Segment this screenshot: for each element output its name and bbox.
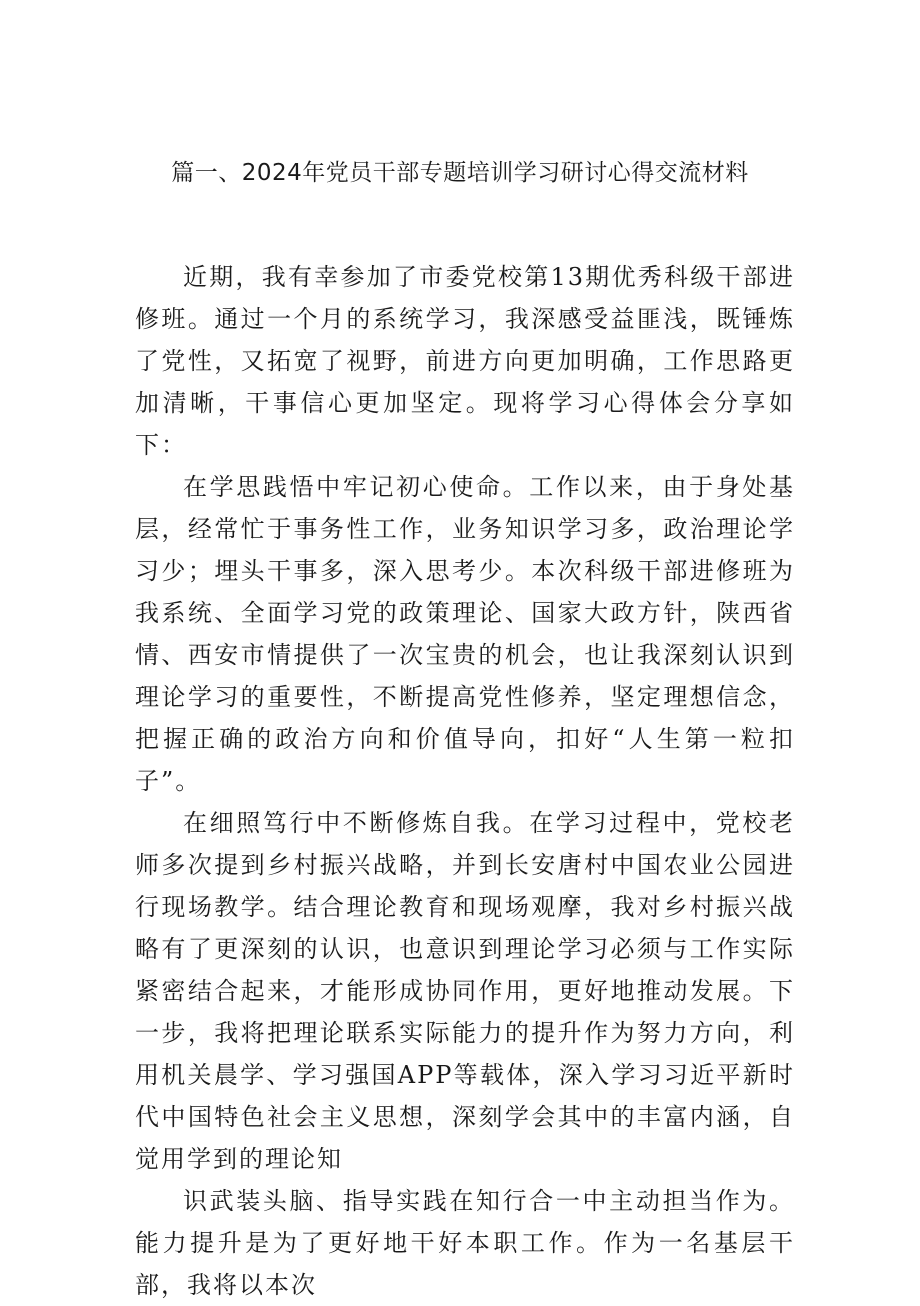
paragraph-section-3: 识武装头脑、指导实践在知行合一中主动担当作为。能力提升是为了更好地干好本职工作。作为一名基层干部，我将以本次 <box>135 1187 795 1299</box>
paragraph-section-2: 在细照笃行中不断修炼自我。在学习过程中，党校老师多次提到乡村振兴战略，并到长安唐村中国农业公园进行现场教学。结合理论教育和现场观摩，我对乡村振兴战略有了更深刻的认识，也意识到理论学习必须与工作实际紧密结合起来，才能形成协同作用，更好地推动发展。下一步，我将把理论联系实际能力的提升作为努力方向，利用机关晨学、学习强国APP等载体，深入学习习近平新时代中国特色社会主义思想，深刻学会其中的丰富内涵，自觉用学到的理论知 <box>135 809 795 1173</box>
document-title: 篇一、2024年党员干部专题培训学习研讨心得交流材料 <box>171 160 749 186</box>
paragraph-section-1: 在学思践悟中牢记初心使命。工作以来，由于身处基层，经常忙于事务性工作，业务知识学习多，政治理论学习少；埋头干事多，深入思考少。本次科级干部进修班为我系统、全面学习党的政策理论、国家大政方针，陕西省情、西安市情提供了一次宝贵的机会，也让我深刻认识到理论学习的重要性，不断提高党性修养，坚定理想信念，把握正确的政治方向和价值导向，扣好“人生第一粒扣子”。 <box>135 473 795 795</box>
document-body <box>135 256 795 1306</box>
paragraph-intro: 近期，我有幸参加了市委党校第13期优秀科级干部进修班。通过一个月的系统学习，我深感受益匪浅，既锤炼了党性，又拓宽了视野，前进方向更加明确，工作思路更加清晰，干事信心更加坚定。现将学习心得体会分享如下： <box>135 263 795 459</box>
